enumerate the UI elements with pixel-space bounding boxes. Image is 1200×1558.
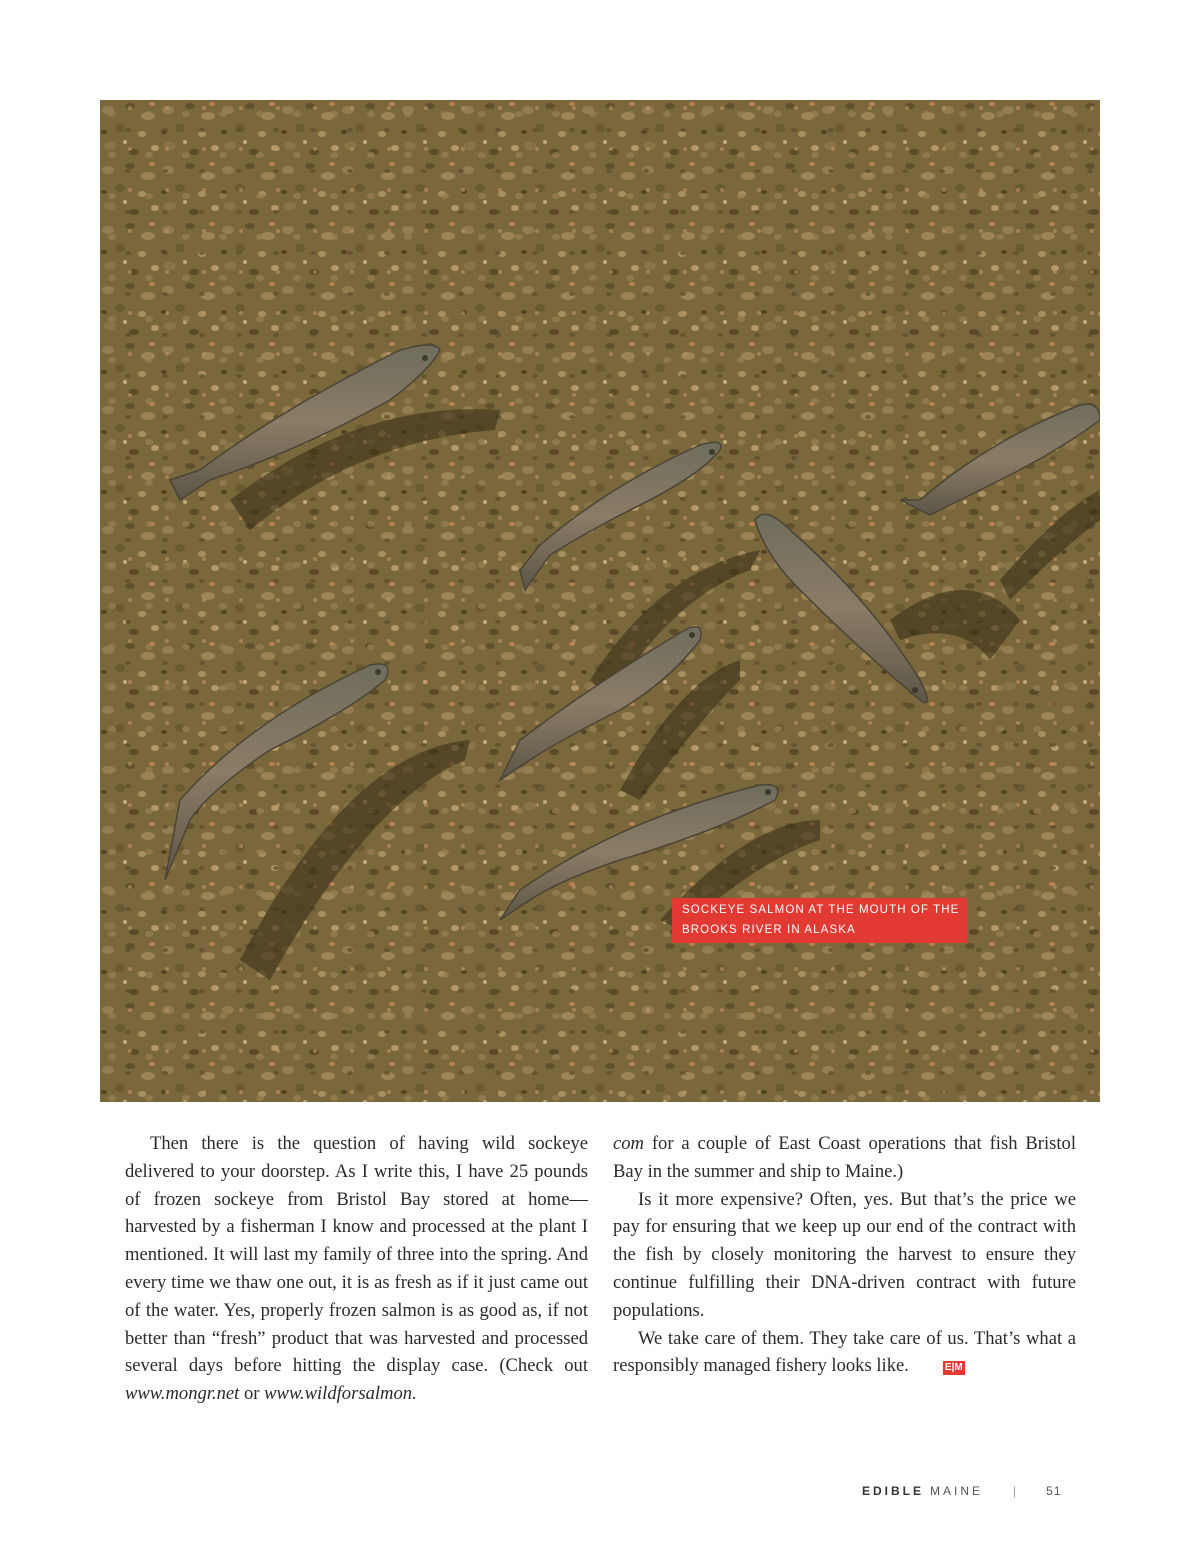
- paragraph-text: Then there is the question of having wild sockeye delivered to your doorstep. As I write this, I have 25 pounds of frozen sockeye from Bristol Bay stored at home—harvested by a fisherman I know and processed at the plant I mentioned. It will last my family of three into the spring. And every time we thaw one out, it is as fresh as if it just came out of the water. Yes, properly frozen salmon is as good as, if not better than “fresh” product that was harvested and processed several days before hitting the display case. (Check out: [125, 1133, 588, 1377]
- article-paragraph: [125, 1130, 588, 1408]
- salmon-photo: [100, 100, 1100, 1102]
- article-column-left: [125, 1130, 588, 1408]
- link-wildforsalmon-part2[interactable]: com: [613, 1133, 644, 1154]
- article-paragraph-final: [613, 1325, 1076, 1381]
- connector-text: or: [239, 1383, 265, 1405]
- caption-line-2: BROOKS RIVER IN ALASKA: [682, 924, 856, 936]
- magazine-name-light: MAINE: [930, 1484, 984, 1498]
- photo-caption: [672, 898, 967, 943]
- paragraph-text: for a couple of East Coast operations that fish Bristol Bay in the summer and ship to Maine.): [613, 1133, 1076, 1182]
- magazine-name-bold: EDIBLE: [862, 1484, 925, 1498]
- caption-line-1: SOCKEYE SALMON AT THE MOUTH OF THE: [682, 904, 960, 916]
- article-column-right: [613, 1130, 1076, 1380]
- article-paragraph: Is it more expensive? Often, yes. But that’s the price we pay for ensuring that we keep up our end of the contract with the fish by closely monitoring the harvest to ensure they continue fulfilling their DNA-driven contract with future populations.: [613, 1188, 1076, 1321]
- link-mongr[interactable]: www.mongr.net: [125, 1383, 240, 1405]
- link-wildforsalmon-part1[interactable]: www.wildforsalmon.: [264, 1383, 417, 1405]
- footer-separator: |: [1013, 1484, 1017, 1498]
- article-paragraph-continued: [613, 1130, 1076, 1186]
- page-footer: [862, 1484, 1077, 1498]
- paragraph-text: We take care of them. They take care of us. That’s what a responsibly managed fishery looks like.: [613, 1327, 1076, 1377]
- page-number: 51: [1046, 1484, 1062, 1498]
- end-mark-logo: E|M: [944, 1362, 963, 1374]
